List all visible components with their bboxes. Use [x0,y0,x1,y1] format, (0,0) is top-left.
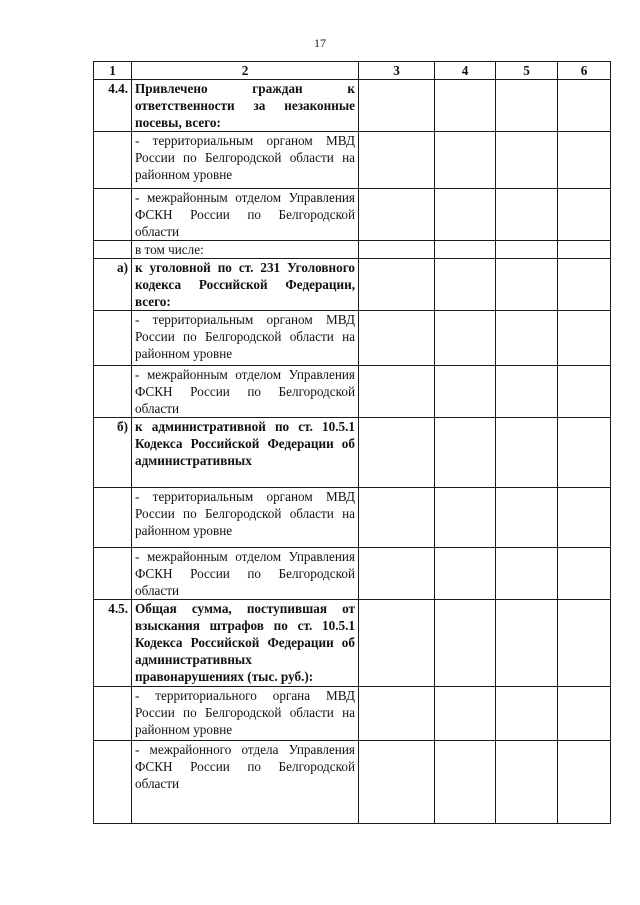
value-cell-col-3 [359,687,435,741]
value-cell-col-6 [558,741,611,824]
table-row [94,418,611,488]
column-header-1: 1 [94,62,132,80]
row-number-cell [94,366,132,418]
row-description-cell: - межрайонным отделом Управления ФСКН России по Белгородской области [132,366,359,418]
value-cell-col-5 [496,741,558,824]
value-cell-col-3 [359,80,435,132]
value-cell-col-6 [558,600,611,687]
value-cell-col-4 [435,600,496,687]
row-number-cell: 4.5. [94,600,132,687]
value-cell-col-6 [558,418,611,488]
row-description-cell: - межрайонным отделом Управления ФСКН России по Белгородской области [132,189,359,241]
value-cell-col-3 [359,132,435,189]
row-description-cell: Привлечено граждан к ответственности за незаконные посевы, всего: [132,80,359,132]
table-row [94,741,611,824]
value-cell-col-4 [435,741,496,824]
value-cell-col-4 [435,418,496,488]
value-cell-col-4 [435,80,496,132]
table-row [94,132,611,189]
value-cell-col-5 [496,366,558,418]
value-cell-col-5 [496,488,558,548]
value-cell-col-5 [496,132,558,189]
table-row [94,189,611,241]
row-description-cell: - межрайонным отделом Управления ФСКН России по Белгородской области [132,548,359,600]
value-cell-col-3 [359,600,435,687]
value-cell-col-3 [359,189,435,241]
value-cell-col-6 [558,241,611,259]
value-cell-col-5 [496,189,558,241]
row-description-cell: - территориальным органом МВД России по Белгородской области на районном уровне [132,311,359,366]
table-row [94,687,611,741]
value-cell-col-4 [435,366,496,418]
value-cell-col-3 [359,488,435,548]
table-body [94,80,611,824]
value-cell-col-5 [496,418,558,488]
row-number-cell [94,687,132,741]
value-cell-col-3 [359,548,435,600]
value-cell-col-6 [558,80,611,132]
row-description-cell: к административной по ст. 10.5.1 Кодекса Российской Федерации об административных [132,418,359,488]
value-cell-col-5 [496,241,558,259]
table-row [94,241,611,259]
value-cell-col-6 [558,259,611,311]
value-cell-col-5 [496,600,558,687]
value-cell-col-3 [359,418,435,488]
row-number-cell [94,241,132,259]
page-number: 17 [314,36,326,50]
row-number-cell [94,548,132,600]
value-cell-col-3 [359,311,435,366]
value-cell-col-3 [359,366,435,418]
value-cell-col-4 [435,241,496,259]
value-cell-col-6 [558,548,611,600]
row-number-cell [94,189,132,241]
value-cell-col-4 [435,311,496,366]
value-cell-col-4 [435,488,496,548]
value-cell-col-5 [496,548,558,600]
value-cell-col-6 [558,189,611,241]
value-cell-col-6 [558,366,611,418]
value-cell-col-3 [359,241,435,259]
row-description-cell: - межрайонного отдела Управления ФСКН России по Белгородской области [132,741,359,824]
value-cell-col-6 [558,132,611,189]
value-cell-col-5 [496,80,558,132]
row-description-cell: в том числе: [132,241,359,259]
column-header-6: 6 [558,62,611,80]
row-description-cell: - территориального органа МВД России по Белгородской области на районном уровне [132,687,359,741]
table-row [94,548,611,600]
value-cell-col-3 [359,259,435,311]
row-number-cell [94,311,132,366]
value-cell-col-3 [359,741,435,824]
value-cell-col-6 [558,311,611,366]
row-number-cell: б) [94,418,132,488]
table-row [94,600,611,687]
row-description-cell: - территориальным органом МВД России по Белгородской области на районном уровне [132,132,359,189]
row-number-cell: 4.4. [94,80,132,132]
table-row [94,259,611,311]
row-description-cell: - территориальным органом МВД России по Белгородской области на районном уровне [132,488,359,548]
value-cell-col-5 [496,687,558,741]
table-row [94,366,611,418]
row-number-cell [94,741,132,824]
value-cell-col-6 [558,687,611,741]
value-cell-col-4 [435,687,496,741]
value-cell-col-5 [496,259,558,311]
row-description-cell: к уголовной по ст. 231 Уголовного кодекса Российской Федерации, всего: [132,259,359,311]
table-row [94,488,611,548]
row-description-cell: Общая сумма, поступившая от взыскания штрафов по ст. 10.5.1 Кодекса Российской Федерации об административных правонарушениях (тыс. руб.): [132,600,359,687]
header-row [94,62,611,80]
row-number-cell: а) [94,259,132,311]
value-cell-col-5 [496,311,558,366]
value-cell-col-4 [435,132,496,189]
row-number-cell [94,488,132,548]
table-row [94,311,611,366]
column-header-5: 5 [496,62,558,80]
column-header-4: 4 [435,62,496,80]
value-cell-col-4 [435,189,496,241]
report-table [93,61,611,824]
table-row [94,80,611,132]
value-cell-col-4 [435,548,496,600]
row-number-cell [94,132,132,189]
value-cell-col-6 [558,488,611,548]
column-header-2: 2 [132,62,359,80]
value-cell-col-4 [435,259,496,311]
column-header-3: 3 [359,62,435,80]
